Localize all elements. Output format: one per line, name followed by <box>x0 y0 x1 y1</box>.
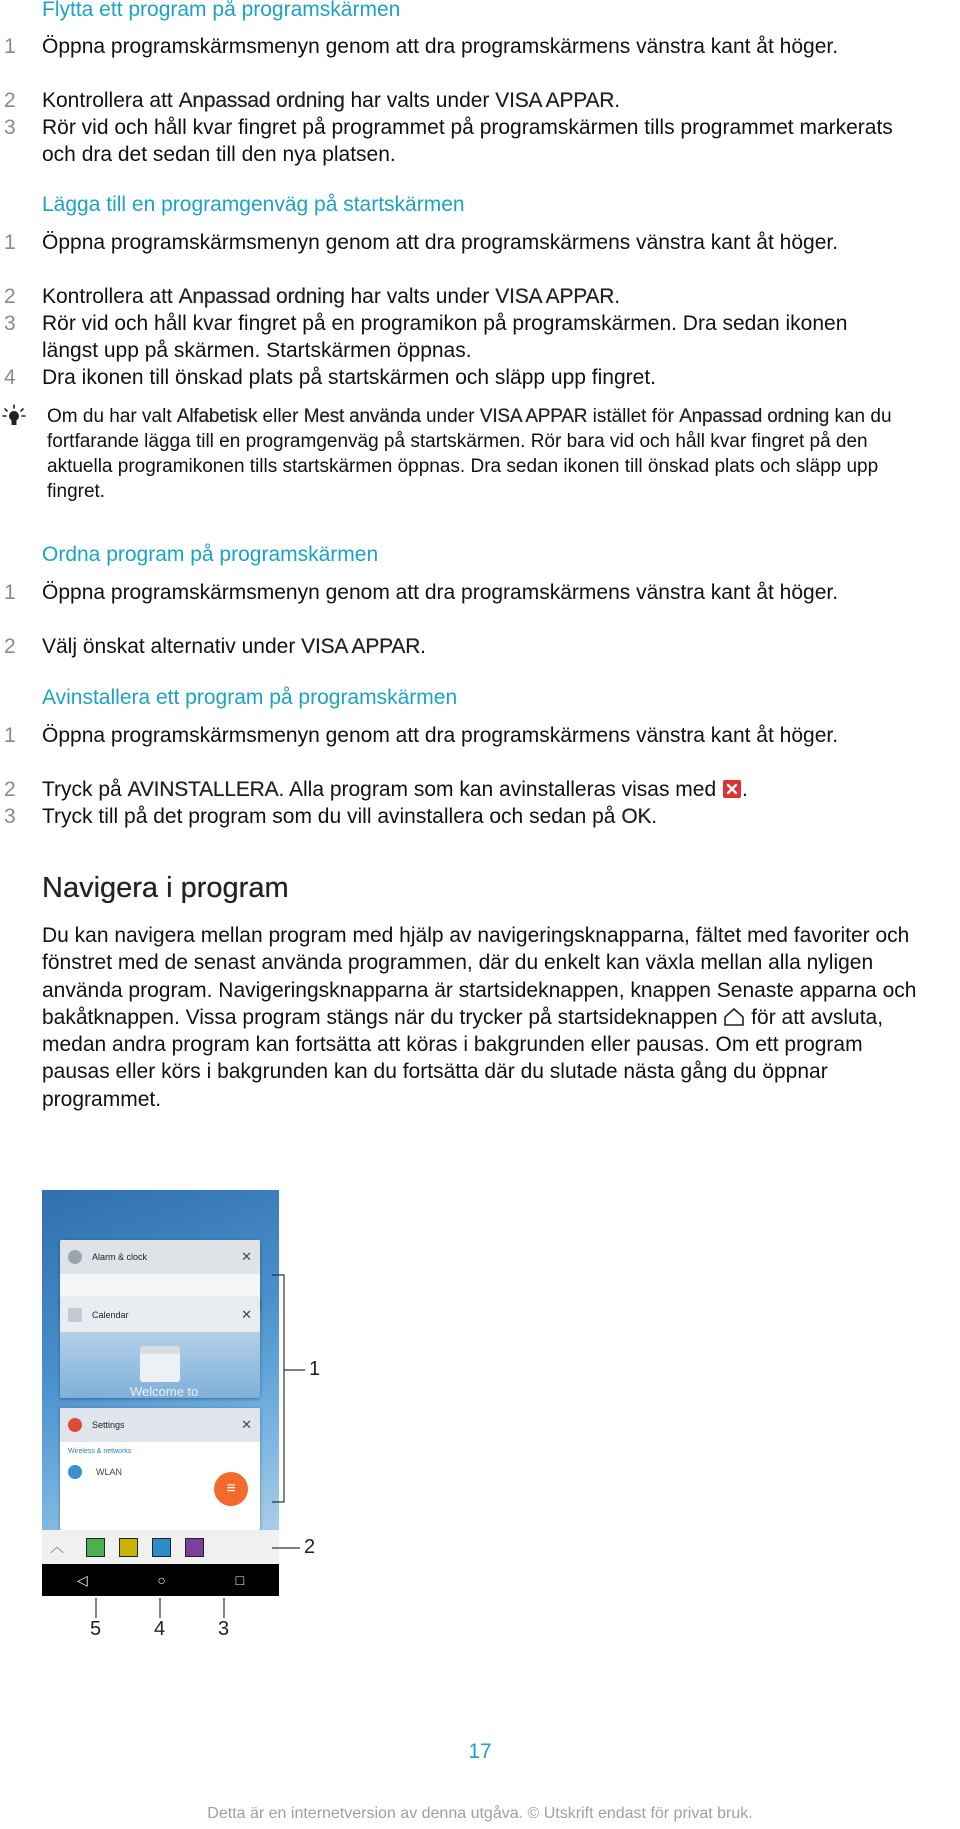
step-number: 2 <box>4 778 16 801</box>
callout-number: 1 <box>309 1358 321 1380</box>
step-number: 2 <box>4 635 16 658</box>
step-text: Rör vid och håll kvar fingret på en programikon på programskärmen. Dra sedan ikonen längst upp på skärmen. Startskärmen öppnas. <box>42 312 848 362</box>
step-number: 1 <box>4 231 16 254</box>
callout-number: 3 <box>218 1618 230 1640</box>
step-item <box>0 33 900 60</box>
step-text: Tryck till på det program som du vill avinstallera och sedan på OK. <box>42 805 658 828</box>
recent-app-card: Settings ✕ Wireless & networks WLAN ≡ <box>60 1408 260 1530</box>
section-heading-uninstall: Avinstallera ett program på programskärmen <box>42 686 458 709</box>
back-icon: ◁ <box>76 1571 88 1588</box>
step-number: 1 <box>4 581 16 604</box>
step-text: Öppna programskärmsmenyn genom att dra programskärmens vänstra kant åt höger. <box>42 231 839 254</box>
step-item <box>0 87 900 114</box>
body-paragraph: Du kan navigera mellan program med hjälp av navigeringsknapparna, fältet med favoriter och fönstret med de senast använda programmen, där du enkelt kan växla mellan alla nyligen använda program. Navigeringsknapparna är startsideknappen, knappen Senaste apparna och bakåtknappen. Vissa program stängs när du trycker på startsideknappen för att avsluta, medan andra program kan fortsätta att köras i bakgrunden eller pausas. Om ett program pausas eller körs i bakgrunden kan du fortsätta där du slutade nästa gång du öppnar programmet. <box>42 924 917 1111</box>
lightbulb-icon <box>2 404 26 428</box>
ui-term: Anpassad ordning <box>178 89 345 112</box>
close-icon: ✕ <box>241 1417 252 1432</box>
step-item <box>0 722 900 749</box>
ui-term: Anpassad ordning <box>178 285 345 308</box>
ui-term: VISA APPAR <box>495 285 615 308</box>
step-text: Välj önskat alternativ under VISA APPAR. <box>42 635 427 658</box>
uninstall-x-icon <box>722 779 742 799</box>
step-text: Öppna programskärmsmenyn genom att dra programskärmens vänstra kant åt höger. <box>42 724 839 747</box>
step-number: 3 <box>4 312 16 335</box>
callout-number: 5 <box>90 1618 102 1640</box>
recent-app-card: Alarm & clock ✕ <box>60 1240 260 1310</box>
step-number: 2 <box>4 89 16 112</box>
step-item <box>0 633 900 660</box>
ui-term: OK <box>621 805 652 828</box>
step-number: 3 <box>4 805 16 828</box>
recent-apps-icon: □ <box>235 1572 245 1588</box>
step-text: Kontrollera att Anpassad ordning har valts under VISA APPAR. <box>42 285 621 308</box>
clear-all-button-icon: ≡ <box>214 1472 248 1506</box>
step-text: Öppna programskärmsmenyn genom att dra programskärmens vänstra kant åt höger. <box>42 581 839 604</box>
step-number: 1 <box>4 35 16 58</box>
step-number: 3 <box>4 116 16 139</box>
tip-text: Om du har valt Alfabetisk eller Mest använda under VISA APPAR istället för Anpassad ordning kan du fortfarande lägga till en programgenväg på startskärmen. Rör bara vid och håll kvar fingret på den aktuella programikonen tills startskärmen öppnas. Dra sedan ikonen till önskad plats och släpp upp fingret. <box>47 406 892 502</box>
step-text: Rör vid och håll kvar fingret på programmet på programskärmen tills programmet markerats och dra det sedan till den nya platsen. <box>42 116 893 166</box>
wallpaper-text: Welcome to <box>130 1384 199 1398</box>
tip-box <box>0 404 930 504</box>
step-item <box>0 364 900 391</box>
home-nav-icon: ○ <box>157 1572 166 1588</box>
ui-term: Mest använda <box>303 406 421 427</box>
step-text: Tryck på AVINSTALLERA. Alla program som kan avinstalleras visas med . <box>42 778 748 801</box>
section-heading-move-app: Flytta ett program på programskärmen <box>42 0 401 21</box>
footer-note: Detta är en internetversion av denna utgåva. © Utskrift endast för privat bruk. <box>207 1805 753 1822</box>
ui-term: VISA APPAR <box>301 635 421 658</box>
chapter-heading: Navigera i program <box>42 872 289 904</box>
section-heading-add-shortcut: Lägga till en programgenväg på startskärmen <box>42 193 465 216</box>
step-item <box>0 114 900 168</box>
ui-term: VISA APPAR <box>479 406 588 427</box>
close-icon: ✕ <box>241 1249 252 1264</box>
callout-number: 4 <box>154 1618 166 1640</box>
home-icon <box>723 1007 745 1027</box>
step-number: 1 <box>4 724 16 747</box>
step-item <box>0 803 900 830</box>
step-text: Öppna programskärmsmenyn genom att dra programskärmens vänstra kant åt höger. <box>42 35 839 58</box>
step-item <box>0 310 900 364</box>
ui-term: AVINSTALLERA <box>127 778 279 801</box>
callout-lines <box>0 1180 400 1640</box>
ui-term: Alfabetisk <box>176 406 258 427</box>
ui-term: VISA APPAR <box>495 89 615 112</box>
step-item <box>0 579 900 606</box>
ui-term: Anpassad ordning <box>679 406 830 427</box>
step-text: Kontrollera att Anpassad ordning har valts under VISA APPAR. <box>42 89 621 112</box>
close-icon: ✕ <box>241 1307 252 1322</box>
step-item <box>0 776 900 803</box>
section-heading-arrange-apps: Ordna program på programskärmen <box>42 543 379 566</box>
chevron-up-icon: ︿ <box>50 1539 64 1555</box>
step-number: 2 <box>4 285 16 308</box>
step-item <box>0 229 900 256</box>
recent-app-card: Calendar ✕ Welcome to <box>60 1298 260 1398</box>
step-number: 4 <box>4 366 16 389</box>
step-text: Dra ikonen till önskad plats på startskärmen och släpp upp fingret. <box>42 366 656 389</box>
step-item <box>0 283 900 310</box>
callout-number: 2 <box>304 1536 316 1558</box>
page-number: 17 <box>468 1740 492 1763</box>
